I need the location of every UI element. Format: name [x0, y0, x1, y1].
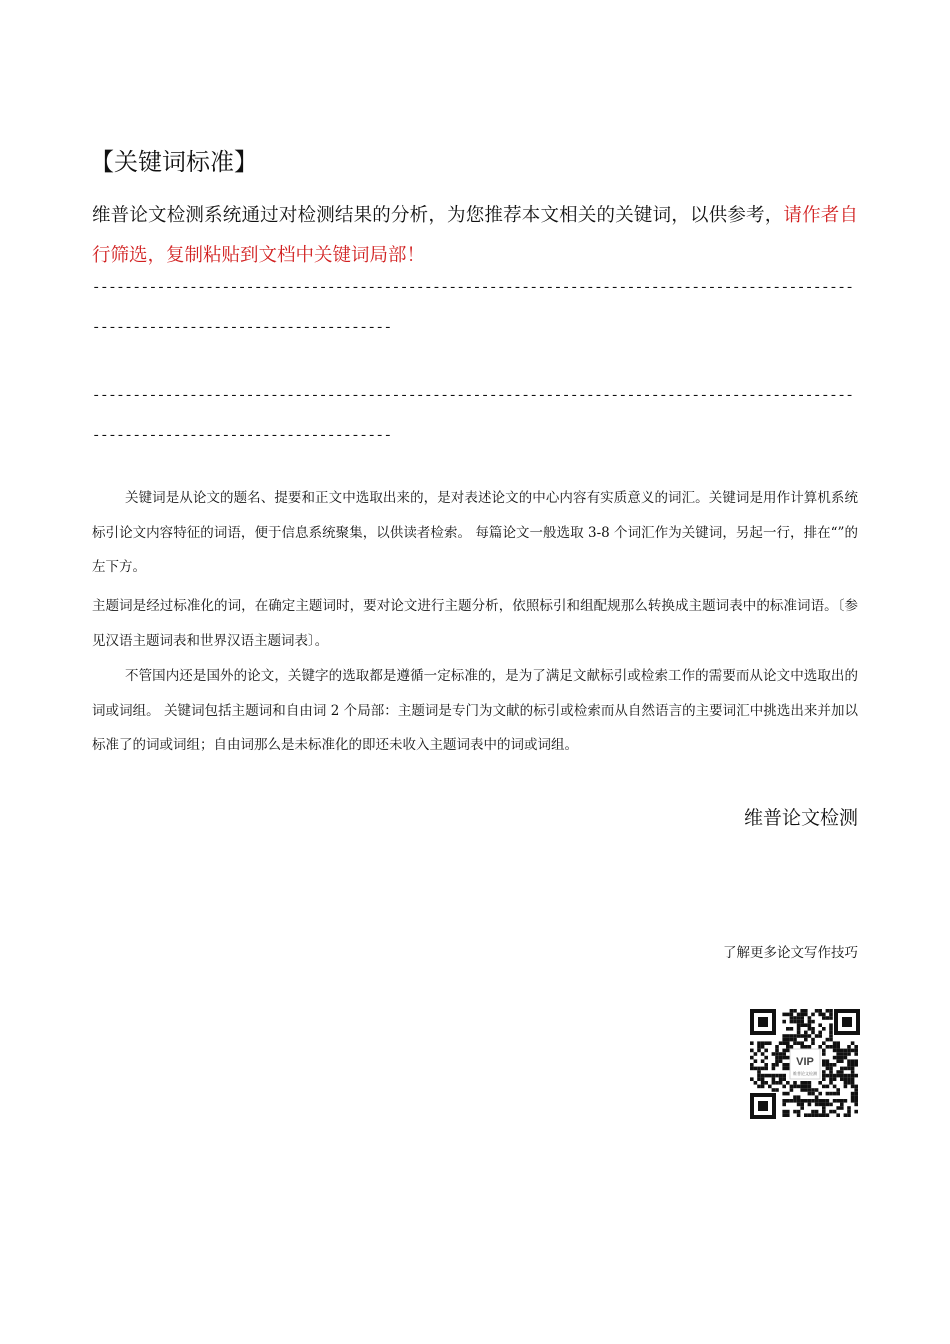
- subject-term-paragraph: 主题词是经过标准化的词，在确定主题词时，要对论文进行主题分析，依照标引和组配规那么转换成主题词表中的标准词语。〔参见汉语主题词表和世界汉语主题词表〕。: [92, 598, 858, 649]
- qr-logo-subtext: 维普论文检测: [793, 1071, 817, 1076]
- qr-logo-text: VIP: [796, 1056, 814, 1068]
- keyword-area-separator-bottom: -----------------------------------------------------------------------------------------------------------------------------------: [92, 388, 854, 444]
- signature: 维普论文检测: [743, 807, 858, 829]
- qr-code-icon: [750, 1009, 860, 1119]
- more-tips-label: 了解更多论文写作技巧: [723, 945, 858, 961]
- intro-highlight-text: 请作者自行筛选，复制粘贴到文档中关键词局部！: [92, 205, 858, 266]
- intro-text: 维普论文检测系统通过对检测结果的分析，为您推荐本文相关的关键词，以供参考，: [92, 205, 784, 226]
- keyword-definition-paragraph: 关键词是从论文的题名、提要和正文中选取出来的，是对表述论文的中心内容有实质意义的词汇。关键词是用作计算机系统标引论文内容特征的词语，便于信息系统聚集，以供读者检索。 每篇论文一般选取 3-8 个词汇作为关键词，另起一行，排在“”的左下方。: [92, 490, 858, 575]
- intro-paragraph: [92, 196, 858, 276]
- keyword-selection-paragraph: 不管国内还是国外的论文，关键字的选取都是遵循一定标准的，是为了满足文献标引或检索工作的需要而从论文中选取出的词或词组。 关键词包括主题词和自由词 2 个局部：主题词是专门为文献的标引或检索而从自然语言的主要词汇中挑选出来并加以标准了的词或词组；自由词那么是未标准化的即还未收入主题词表中的词或词组。: [92, 668, 858, 753]
- keyword-area-separator-top: -----------------------------------------------------------------------------------------------------------------------------------: [92, 280, 854, 336]
- section-title: 【关键词标准】: [90, 148, 258, 176]
